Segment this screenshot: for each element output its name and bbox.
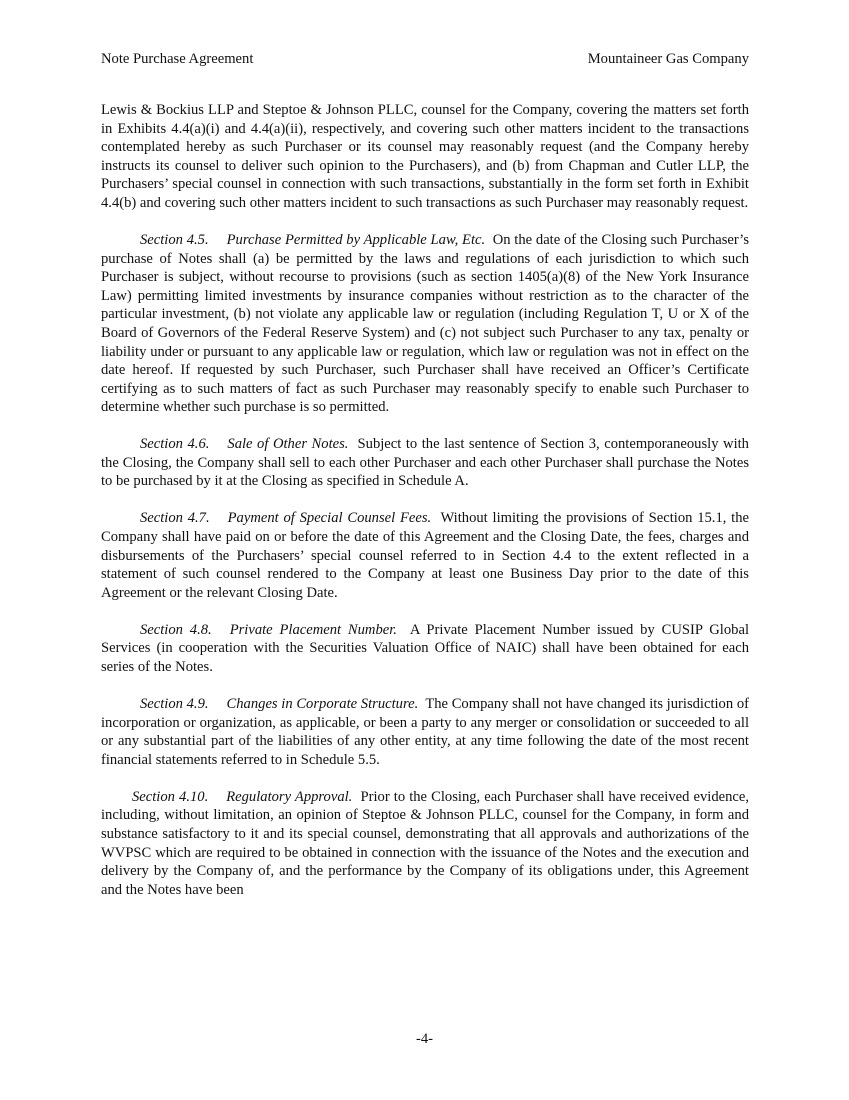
section-text: On the date of the Closing such Purchaser’s purchase of Notes shall (a) be permitted by the laws and regulations of each jurisdiction to which such Purchaser is subject, without recourse to provisions (such as section 1405(a)(8) of the New York Insurance Law) permitting limited investments by insurance companies without restriction as to the character of the particular investment, (b) not violate any applicable law or regulation (including Regulation T, U or X of the Board of Governors of the Federal Reserve System) and (c) not subject such Purchaser to any tax, penalty or liability under or pursuant to any applicable law or regulation, which law or regulation was not in effect on the date hereof. If requested by such Purchaser, such Purchaser shall have received an Officer’s Certificate certifying as to such matters of fact as such Purchaser may reasonably specify to enable such Purchaser to determine whether such purchase is so permitted. bbox=[101, 231, 750, 416]
section-4-5 bbox=[101, 231, 749, 417]
section-text: Subject to the last sentence of Section 3, contemporaneously with the Closing, the Company shall sell to each other Purchaser and each other Purchaser shall purchase the Notes to be purchased by it at the Closing as specified in Schedule A. bbox=[101, 436, 749, 490]
section-title: Regulatory Approval. bbox=[226, 788, 353, 805]
section-4-10 bbox=[101, 788, 749, 900]
paragraph-text: Lewis & Bockius LLP and Steptoe & Johnson PLLC, counsel for the Company, covering the matters set forth in Exhibits 4.4(a)(i) and 4.4(a)(ii), respectively, and covering such other matters incident to the transactions contemplated hereby as such Purchaser or its counsel may reasonably request (and the Company hereby instructs its counsel to deliver such opinion to the Purchasers), and (b) from Chapman and Cutler LLP, the Purchasers’ special counsel in connection with such transactions, substantially in the form set forth in Exhibit 4.4(b) and covering such other matters incident to such transactions as such Purchaser may reasonably request. bbox=[101, 102, 749, 211]
section-4-6 bbox=[101, 435, 749, 491]
section-text: Prior to the Closing, each Purchaser shall have received evidence, including, without limitation, an opinion of Steptoe & Johnson PLLC, counsel for the Company, in form and substance satisfactory to it and its special counsel, demonstrating that all approvals and authorizations of the WVPSC which are required to be obtained in connection with the issuance of the Notes and the execution and delivery by the Company of, and the performance by the Company of its obligations under, this Agreement and the Notes have been bbox=[101, 788, 749, 898]
header-company-name: Mountaineer Gas Company bbox=[587, 51, 749, 67]
section-text: The Company shall not have changed its jurisdiction of incorporation or organization, as applicable, or been a party to any merger or consolidation or succeeded to all or any substantial part of the liabilities of any other entity, at any time following the date of the most recent financial statements referred to in Schedule 5.5. bbox=[101, 695, 749, 768]
section-title: Private Placement Number. bbox=[229, 621, 397, 638]
section-number: Section 4.5. bbox=[140, 231, 209, 248]
section-title: Changes in Corporate Structure. bbox=[226, 695, 419, 712]
section-number: Section 4.7. bbox=[140, 510, 210, 527]
section-4-9 bbox=[101, 695, 749, 769]
section-title: Sale of Other Notes. bbox=[227, 436, 349, 453]
section-text: A Private Placement Number issued by CUSIP Global Services (in cooperation with the Securities Valuation Office of NAIC) shall have been obtained for each series of the Notes. bbox=[101, 621, 749, 675]
section-number: Section 4.9. bbox=[140, 695, 209, 712]
section-4-8 bbox=[101, 621, 749, 677]
section-number: Section 4.10. bbox=[132, 788, 209, 805]
section-title: Purchase Permitted by Applicable Law, Etc. bbox=[226, 231, 486, 248]
header-document-title: Note Purchase Agreement bbox=[101, 51, 254, 67]
paragraph-continuation bbox=[101, 101, 749, 213]
section-text: Without limiting the provisions of Section 15.1, the Company shall have paid on or before the date of this Agreement and the Closing Date, the fees, charges and disbursements of the Purchasers’ special counsel referred to in Section 4.4 to the extent reflected in a statement of such counsel rendered to the Company at least one Business Day prior to the date of this Agreement or the relevant Closing Date. bbox=[101, 510, 750, 601]
section-number: Section 4.8. bbox=[140, 621, 212, 638]
section-number: Section 4.6. bbox=[140, 436, 210, 453]
page-number: -4- bbox=[415, 1031, 434, 1047]
section-4-7 bbox=[101, 509, 749, 602]
document-body bbox=[101, 101, 749, 918]
section-title: Payment of Special Counsel Fees. bbox=[227, 510, 432, 527]
